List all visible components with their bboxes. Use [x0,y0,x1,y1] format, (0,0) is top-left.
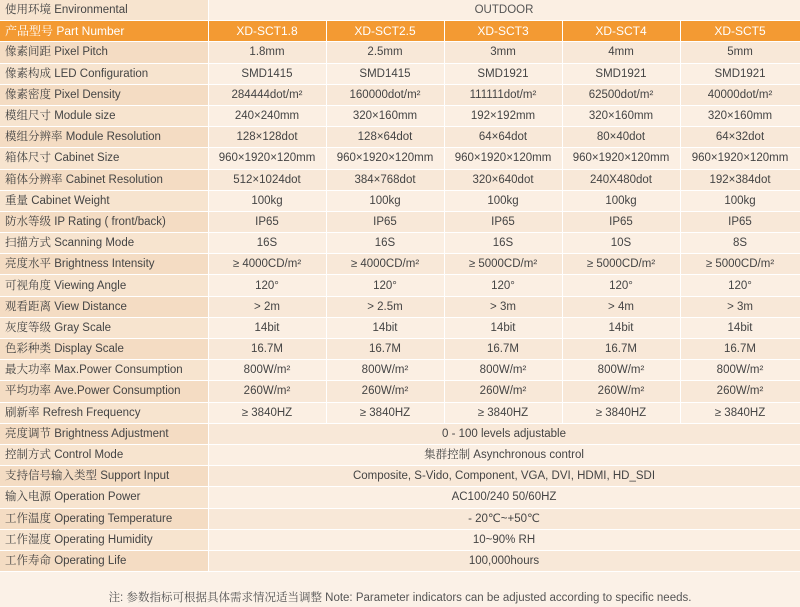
spec-value: 100kg [326,190,444,211]
spec-row [0,360,800,381]
spec-row [0,339,800,360]
spec-label: 亮度水平 Brightness Intensity [0,254,208,275]
spec-label: 扫描方式 Scanning Mode [0,233,208,254]
spec-label: 控制方式 Control Mode [0,444,208,465]
spec-value: 960×1920×120mm [562,148,680,169]
spec-row [0,381,800,402]
spec-value: IP65 [444,211,562,232]
spec-value: 800W/m² [562,360,680,381]
spec-value: > 3m [444,296,562,317]
spec-label: 工作寿命 Operating Life [0,550,208,571]
spec-value: 260W/m² [208,381,326,402]
spec-value-spanned: 100,000hours [208,550,800,571]
spec-value: IP65 [562,211,680,232]
spec-value-spanned: AC100/240 50/60HZ [208,487,800,508]
spec-value: 14bit [444,317,562,338]
spec-value: 14bit [208,317,326,338]
spec-row-spanned [0,466,800,487]
spec-label: 支持信号输入类型 Support Input [0,466,208,487]
spec-value: 100kg [444,190,562,211]
spec-value: 64×64dot [444,127,562,148]
spec-value: 800W/m² [208,360,326,381]
spec-value: 64×32dot [680,127,800,148]
spec-value: IP65 [208,211,326,232]
spec-value: 100kg [680,190,800,211]
spec-value: 960×1920×120mm [326,148,444,169]
spec-row [0,84,800,105]
spec-row-spanned [0,444,800,465]
spec-value: 260W/m² [680,381,800,402]
spec-value: 100kg [208,190,326,211]
spec-value: ≥ 4000CD/m² [208,254,326,275]
spec-value: > 2.5m [326,296,444,317]
environment-row [0,0,800,21]
spec-value: > 4m [562,296,680,317]
spec-value: ≥ 3840HZ [680,402,800,423]
spec-row [0,317,800,338]
spec-value: 14bit [680,317,800,338]
spec-value: 512×1024dot [208,169,326,190]
spec-label: 箱体分辨率 Cabinet Resolution [0,169,208,190]
spec-value: 128×64dot [326,127,444,148]
spec-value: IP65 [326,211,444,232]
spec-value: 14bit [326,317,444,338]
spec-value: 800W/m² [680,360,800,381]
spec-value-spanned: Composite, S-Vido, Component, VGA, DVI, HDMI, HD_SDI [208,466,800,487]
spec-value: 260W/m² [326,381,444,402]
part-number-row [0,21,800,42]
spec-row [0,105,800,126]
spec-row [0,402,800,423]
spec-value: SMD1921 [680,63,800,84]
spec-value: 160000dot/m² [326,84,444,105]
spec-value: 111111dot/m² [444,84,562,105]
spec-label: 工作温度 Operating Temperature [0,508,208,529]
spec-value: > 3m [680,296,800,317]
spec-label: 可视角度 Viewing Angle [0,275,208,296]
spec-value: 120° [208,275,326,296]
spec-value: ≥ 3840HZ [562,402,680,423]
spec-value: 16.7M [208,339,326,360]
spec-value: 40000dot/m² [680,84,800,105]
spec-value: 240X480dot [562,169,680,190]
spec-value: 8S [680,233,800,254]
spec-value: 16S [444,233,562,254]
environment-label: 使用环境 Environmental [0,0,208,21]
spec-row-spanned [0,529,800,550]
spec-value: 10S [562,233,680,254]
spec-value: 260W/m² [562,381,680,402]
spec-row [0,63,800,84]
spec-label: 箱体尺寸 Cabinet Size [0,148,208,169]
spec-row-spanned [0,550,800,571]
spec-value: ≥ 5000CD/m² [680,254,800,275]
spec-value: IP65 [680,211,800,232]
spec-value: 960×1920×120mm [680,148,800,169]
spec-label: 模组分辨率 Module Resolution [0,127,208,148]
spec-label: 亮度调节 Brightness Adjustment [0,423,208,444]
spec-value: 80×40dot [562,127,680,148]
spec-label: 平均功率 Ave.Power Consumption [0,381,208,402]
spec-value: 120° [326,275,444,296]
spec-row [0,127,800,148]
spec-value: 16S [326,233,444,254]
spec-value: 284444dot/m² [208,84,326,105]
spec-row [0,42,800,63]
spec-value: ≥ 5000CD/m² [562,254,680,275]
spec-value: ≥ 3840HZ [208,402,326,423]
spec-value: 240×240mm [208,105,326,126]
spec-row [0,296,800,317]
spec-value: 120° [680,275,800,296]
spec-row [0,233,800,254]
spec-value: SMD1921 [444,63,562,84]
spec-label: 像素密度 Pixel Density [0,84,208,105]
spec-value: ≥ 5000CD/m² [444,254,562,275]
spec-value: 128×128dot [208,127,326,148]
spec-label: 观看距离 View Distance [0,296,208,317]
spec-value: 800W/m² [444,360,562,381]
spec-value-spanned: 10~90% RH [208,529,800,550]
spec-value: 3mm [444,42,562,63]
spec-row-spanned [0,487,800,508]
footnote: 注: 参数指标可根据具体需求情况适当调整 Note: Parameter indicators can be adjusted according to specific needs. [108,592,692,604]
spec-value: 320×640dot [444,169,562,190]
spec-row [0,169,800,190]
model-header: XD-SCT2.5 [326,21,444,42]
spec-value: 16.7M [444,339,562,360]
spec-label: 输入电源 Operation Power [0,487,208,508]
spec-value-spanned: 集群控制 Asynchronous control [208,444,800,465]
spec-value: 5mm [680,42,800,63]
spec-row-spanned [0,423,800,444]
spec-value: > 2m [208,296,326,317]
spec-value: 4mm [562,42,680,63]
spec-value: ≥ 3840HZ [444,402,562,423]
spec-value: 1.8mm [208,42,326,63]
spec-label: 灰度等级 Gray Scale [0,317,208,338]
spec-value: 320×160mm [562,105,680,126]
spec-value: SMD1921 [562,63,680,84]
model-header: XD-SCT3 [444,21,562,42]
spec-value: 62500dot/m² [562,84,680,105]
spec-value: 100kg [562,190,680,211]
spec-value: 192×384dot [680,169,800,190]
spec-value: 384×768dot [326,169,444,190]
spec-row [0,275,800,296]
spec-value-spanned: - 20℃~+50℃ [208,508,800,529]
spec-value: 320×160mm [680,105,800,126]
spec-row [0,148,800,169]
spec-value: SMD1415 [326,63,444,84]
spec-label: 重量 Cabinet Weight [0,190,208,211]
spec-value: 960×1920×120mm [208,148,326,169]
spec-value: ≥ 3840HZ [326,402,444,423]
spec-value: 120° [444,275,562,296]
part-number-label: 产品型号 Part Number [0,21,208,42]
spec-value: 320×160mm [326,105,444,126]
spec-value: 16.7M [326,339,444,360]
spec-label: 模组尺寸 Module size [0,105,208,126]
spec-row [0,254,800,275]
spec-label: 工作湿度 Operating Humidity [0,529,208,550]
spec-label: 像素构成 LED Configuration [0,63,208,84]
spec-value: 960×1920×120mm [444,148,562,169]
spec-label: 刷新率 Refresh Frequency [0,402,208,423]
spec-value: 16.7M [680,339,800,360]
spec-label: 色彩种类 Display Scale [0,339,208,360]
spec-row-spanned [0,508,800,529]
spec-row [0,190,800,211]
spec-label: 像素间距 Pixel Pitch [0,42,208,63]
spec-row [0,211,800,232]
spec-value: ≥ 4000CD/m² [326,254,444,275]
spec-value: 16.7M [562,339,680,360]
spec-label: 防水等级 IP Rating ( front/back) [0,211,208,232]
environment-value: OUTDOOR [208,0,800,21]
model-header: XD-SCT4 [562,21,680,42]
spec-label: 最大功率 Max.Power Consumption [0,360,208,381]
spec-value: 120° [562,275,680,296]
spec-value: 14bit [562,317,680,338]
spec-value: 800W/m² [326,360,444,381]
model-header: XD-SCT1.8 [208,21,326,42]
spec-value: 2.5mm [326,42,444,63]
spec-value: 16S [208,233,326,254]
spec-value: 192×192mm [444,105,562,126]
spec-value: 260W/m² [444,381,562,402]
spec-value-spanned: 0 - 100 levels adjustable [208,423,800,444]
spec-value: SMD1415 [208,63,326,84]
model-header: XD-SCT5 [680,21,800,42]
